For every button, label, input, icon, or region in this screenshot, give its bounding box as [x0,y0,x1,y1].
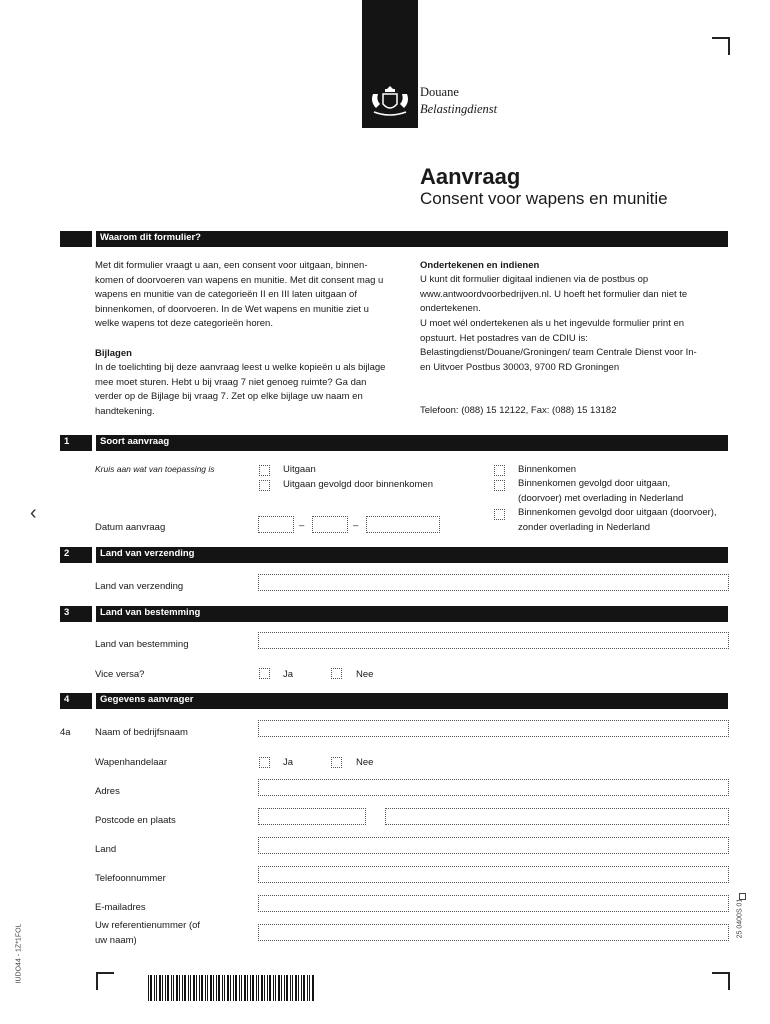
nee-label: Nee [356,669,374,680]
checkbox-binnenkomen[interactable] [494,465,505,476]
section-number: 3 [64,607,70,618]
bedrijfsnaam-input[interactable] [258,720,729,737]
date-separator: – [353,520,359,531]
section-title: Waarom dit formulier? [100,232,201,243]
vice-versa-label: Vice versa? [95,669,145,680]
nee-label: Nee [356,757,374,768]
postcode-plaats-label: Postcode en plaats [95,815,176,826]
datum-aanvraag-label: Datum aanvraag [95,522,166,533]
plaats-input[interactable] [385,808,729,825]
page-subtitle: Consent voor wapens en munitie [420,189,668,208]
option-uitgaan-binnenkomen-label: Uitgaan gevolgd door binnenkomen [283,479,433,490]
telefoon-input[interactable] [258,866,729,883]
land-bestemming-input[interactable] [258,632,729,649]
checkbox-doorvoer-zonder-overlading[interactable] [494,509,505,520]
date-separator: – [299,520,305,531]
ja-label: Ja [283,669,294,680]
subsection-number: 4a [60,727,71,738]
wapenhandelaar-label: Wapenhandelaar [95,757,168,768]
section-bar-1 [60,435,728,451]
form-code-left: IUDO44 - 1Z*1FOL [15,923,23,984]
logo-block [362,0,418,128]
section-number: 2 [64,548,70,559]
intro-left-paragraph: Met dit formulier vraagt u aan, een consent voor uitgaan, binnen-komen of doorvoeren van wapens en munitie. Met dit consent mag u wapens en munitie van de categorieën II en III laten uitgaan of binnenkomen, of doorvoeren. In de Wet wapens en munitie ziet u welke wapens tot deze categorieën horen. [95,260,384,330]
form-code-right: 25 0400S 01 [736,898,744,939]
corner-mark-bottom-left [96,972,114,990]
checkbox-vice-versa-nee[interactable] [331,668,342,679]
adres-label: Adres [95,786,120,797]
email-input[interactable] [258,895,729,912]
section-bar-4 [60,693,728,709]
sign-paragraph-1: U kunt dit formulier digitaal indienen via de postbus op www.antwoordvoorbedrijven.nl. U hoeft het formulier dan niet te ondertekenen. [420,274,688,315]
brand-line2: Belastingdienst [420,102,498,116]
brand-line1: Douane [420,85,459,99]
checkbox-doorvoer-met-overlading[interactable] [494,480,505,491]
small-square-mark [739,893,746,900]
land-verzending-label: Land van verzending [95,581,184,592]
adres-input[interactable] [258,779,729,796]
sign-heading: Ondertekenen en indienen [420,260,540,271]
option-doorvoer-met-overlading-label: Binnenkomen gevolgd door uitgaan, (doorvoer) met overlading in Nederland [518,478,684,504]
contact-phone-fax: Telefoon: (088) 15 12122, Fax: (088) 15 13182 [420,405,617,416]
land-verzending-input[interactable] [258,574,729,591]
instruction-label: Kruis aan wat van toepassing is [95,464,215,474]
postcode-input[interactable] [258,808,366,825]
date-year-input[interactable] [366,516,440,533]
land-label: Land [95,844,117,855]
section-bar-3 [60,606,728,622]
referentie-input[interactable] [258,924,729,941]
ja-label: Ja [283,757,294,768]
page-title: Aanvraag [420,164,521,189]
section-bar-intro [60,231,728,247]
email-label: E-mailadres [95,902,146,913]
corner-mark-top-right [712,37,730,55]
checkbox-wapenhandelaar-nee[interactable] [331,757,342,768]
section-bar-2 [60,547,728,563]
sign-paragraph-2: U moet wél ondertekenen als u het ingevulde formulier print en opstuurt. Het postadres van de CDIU is: Belastingdienst/Douane/Groningen/ team Centrale Dienst voor In- en Uitvoer Postbus 30003, 9700 RD Groningen [420,318,697,373]
section-number: 1 [64,436,70,447]
date-month-input[interactable] [312,516,348,533]
land-input[interactable] [258,837,729,854]
option-binnenkomen-label: Binnenkomen [518,464,577,475]
telefoon-label: Telefoonnummer [95,873,166,884]
referentie-label: Uw referentienummer (of uw naam) [95,920,201,946]
land-bestemming-label: Land van bestemming [95,639,189,650]
section-title: Gegevens aanvrager [100,694,194,705]
checkbox-vice-versa-ja[interactable] [259,668,270,679]
coat-of-arms-icon [368,82,412,118]
checkbox-wapenhandelaar-ja[interactable] [259,757,270,768]
bijlagen-heading: Bijlagen [95,348,132,359]
section-number: 4 [64,694,70,705]
checkbox-uitgaan[interactable] [259,465,270,476]
corner-mark-bottom-right [712,972,730,990]
section-title: Land van verzending [100,548,195,559]
bedrijfsnaam-label: Naam of bedrijfsnaam [95,727,188,738]
chevron-left-icon: ‹ [30,502,37,524]
section-title: Soort aanvraag [100,436,170,447]
option-uitgaan-label: Uitgaan [283,464,316,475]
section-title: Land van bestemming [100,607,201,618]
option-doorvoer-zonder-overlading-label: Binnenkomen gevolgd door uitgaan (doorvoer), zonder overlading in Nederland [518,507,717,533]
bijlagen-paragraph: In de toelichting bij deze aanvraag leest u welke kopieën u als bijlage mee moet sturen. Hebt u bij vraag 7 niet genoeg ruimte? Ga dan verder op de Bijlage bij vraag 7. Zet op elke bijlage uw naam en handtekening. [95,362,386,417]
checkbox-uitgaan-binnenkomen[interactable] [259,480,270,491]
barcode [148,975,316,1001]
date-day-input[interactable] [258,516,294,533]
